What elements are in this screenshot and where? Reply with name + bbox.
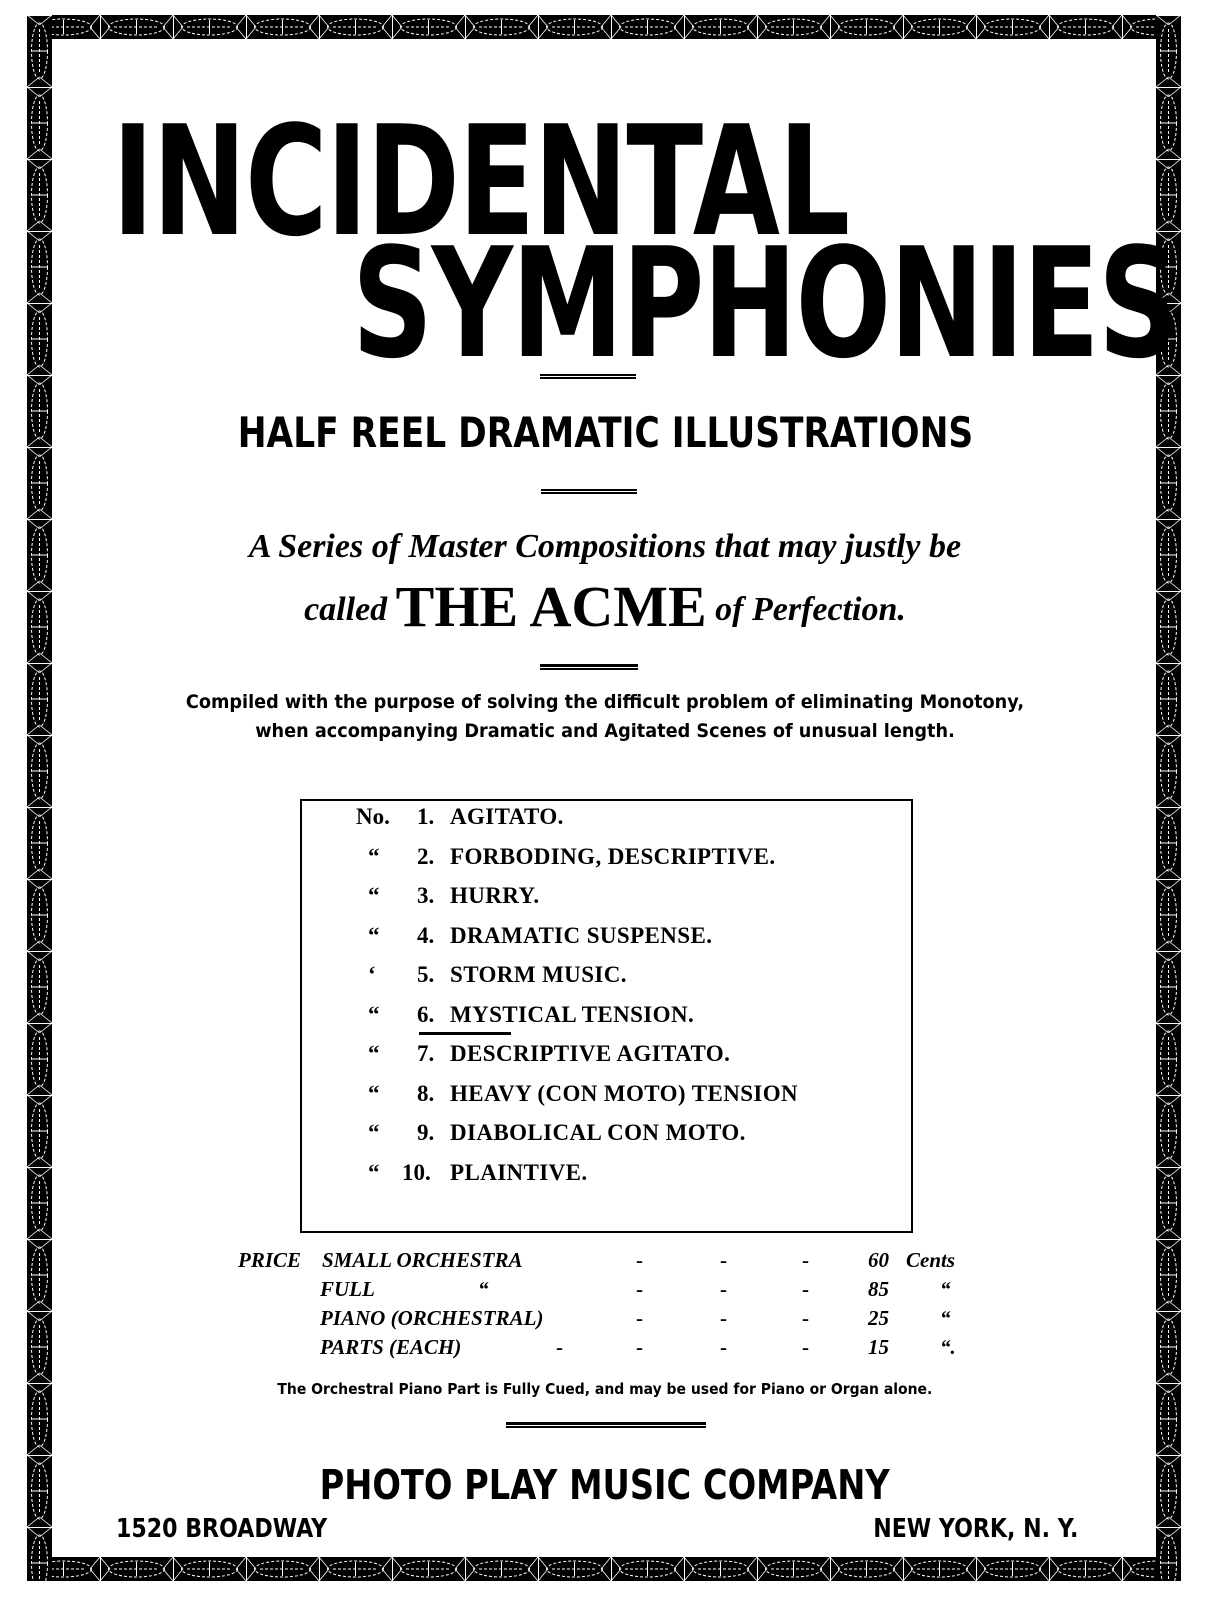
list-item-number: 5. — [417, 962, 435, 987]
publisher-name-text: PHOTO PLAY MUSIC COMPANY — [319, 1461, 891, 1509]
divider-rule — [506, 1422, 706, 1428]
list-item — [302, 1042, 902, 1082]
list-item — [302, 1003, 902, 1043]
list-item-title: DRAMATIC SUSPENSE. — [450, 923, 713, 948]
price-amount: 85 — [868, 1277, 889, 1301]
list-item-number: 6. — [417, 1002, 435, 1027]
publisher-city-text: NEW YORK, N. Y. — [872, 1514, 1078, 1544]
description-line-2: when accompanying Dramatic and Agitated Scenes of unusual length. — [255, 720, 955, 742]
list-item — [302, 845, 902, 885]
list-item-number: 9. — [417, 1120, 435, 1145]
list-item-mark: “ — [368, 1120, 380, 1145]
price-amount: 25 — [868, 1306, 889, 1330]
tagline-line-1: A Series of Master Compositions that may justly be — [248, 528, 962, 565]
list-item — [302, 884, 902, 924]
price-leader: - — [802, 1277, 809, 1301]
price-leader: - — [636, 1335, 643, 1359]
price-unit: “ — [940, 1277, 951, 1301]
price-row — [0, 1279, 1210, 1307]
list-item-mark: “ — [368, 1160, 380, 1185]
subtitle-heading — [0, 408, 1210, 457]
divider-rule — [540, 374, 636, 379]
price-item: FULL — [320, 1277, 375, 1301]
ornamental-border-bottom — [27, 1557, 1181, 1581]
publisher-street-text: 1520 BROADWAY — [116, 1514, 328, 1544]
ornament-pattern-icon — [27, 15, 1181, 39]
price-item: PARTS (EACH) — [320, 1335, 462, 1359]
price-unit: “. — [940, 1335, 956, 1359]
ornament-pattern-icon — [27, 1557, 1181, 1581]
price-leader: - — [720, 1306, 727, 1330]
list-item-title: HEAVY (CON MOTO) TENSION — [450, 1081, 799, 1106]
list-item — [302, 1082, 902, 1122]
price-item: SMALL ORCHESTRA — [322, 1248, 523, 1272]
price-leader: - — [802, 1306, 809, 1330]
price-leader: - — [556, 1335, 563, 1359]
list-item-mark: “ — [368, 1002, 380, 1027]
price-ditto: “ — [478, 1277, 489, 1301]
list-item-title: DIABOLICAL CON MOTO. — [450, 1120, 746, 1145]
price-note — [0, 1380, 1210, 1398]
compositions-list-box — [300, 799, 913, 1233]
price-leader: - — [636, 1306, 643, 1330]
list-item-number: 10. — [402, 1160, 431, 1185]
list-item-title: STORM MUSIC. — [450, 962, 627, 987]
price-row — [0, 1250, 1210, 1278]
handwritten-underline — [419, 1032, 511, 1035]
price-item: PIANO (ORCHESTRAL) — [320, 1306, 544, 1330]
tagline-prefix: called — [304, 591, 396, 628]
list-item — [302, 963, 902, 1003]
publisher-name — [0, 1461, 1210, 1509]
tagline-suffix: of Perfection. — [706, 591, 906, 628]
description — [0, 688, 1210, 746]
list-item — [302, 805, 902, 845]
list-item-title: DESCRIPTIVE AGITATO. — [450, 1041, 731, 1066]
list-item — [302, 924, 902, 964]
price-amount: 15 — [868, 1335, 889, 1359]
price-leader: - — [720, 1248, 727, 1272]
price-row — [0, 1308, 1210, 1336]
list-item — [302, 1121, 902, 1161]
price-leader: - — [802, 1335, 809, 1359]
list-item-number: 7. — [417, 1041, 435, 1066]
list-item-title: PLAINTIVE. — [450, 1160, 588, 1185]
list-item-mark: ‘ — [368, 962, 376, 987]
tagline-line-2 — [0, 574, 1210, 639]
publisher-address-city — [837, 1516, 1078, 1542]
list-item-mark: “ — [368, 923, 380, 948]
list-item-title: FORBODING, DESCRIPTIVE. — [450, 844, 776, 869]
list-item-mark: “ — [368, 844, 380, 869]
price-leader: - — [802, 1248, 809, 1272]
price-unit: Cents — [906, 1248, 956, 1272]
list-item-number: 1. — [417, 804, 435, 829]
tagline-emphasis-acme: THE ACME — [395, 574, 707, 639]
list-item — [302, 1161, 902, 1201]
list-item-mark: “ — [368, 1081, 380, 1106]
ornamental-border-top — [27, 15, 1181, 39]
price-row — [0, 1337, 1210, 1365]
price-amount: 60 — [868, 1248, 889, 1272]
list-item-title: HURRY. — [450, 883, 540, 908]
price-leader: - — [720, 1277, 727, 1301]
title-line-1: INCIDENTAL — [112, 93, 849, 270]
list-item-number: 4. — [417, 923, 435, 948]
publisher-address-street — [116, 1516, 364, 1542]
price-unit: “ — [940, 1306, 951, 1330]
list-item-number: 3. — [417, 883, 435, 908]
price-leader: - — [636, 1277, 643, 1301]
list-item-title: MYSTICAL TENSION. — [450, 1002, 695, 1027]
list-item-title: AGITATO. — [450, 804, 564, 829]
divider-rule — [541, 489, 637, 494]
price-note-text: The Orchestral Piano Part is Fully Cued, and may be used for Piano or Organ alone. — [277, 1380, 933, 1398]
description-line-1: Compiled with the purpose of solving the difficult problem of eliminating Monotony, — [185, 691, 1025, 713]
price-leader: - — [720, 1335, 727, 1359]
list-item-mark: “ — [368, 1041, 380, 1066]
list-item-mark: “ — [368, 883, 380, 908]
title-line-2: SYMPHONIES — [352, 215, 1178, 392]
price-leader: - — [636, 1248, 643, 1272]
subtitle-text: HALF REEL DRAMATIC ILLUSTRATIONS — [237, 408, 973, 457]
price-prefix: PRICE — [238, 1248, 302, 1272]
list-item-mark: No. — [356, 804, 390, 829]
divider-rule — [540, 664, 638, 670]
list-item-number: 2. — [417, 844, 435, 869]
list-item-number: 8. — [417, 1081, 435, 1106]
